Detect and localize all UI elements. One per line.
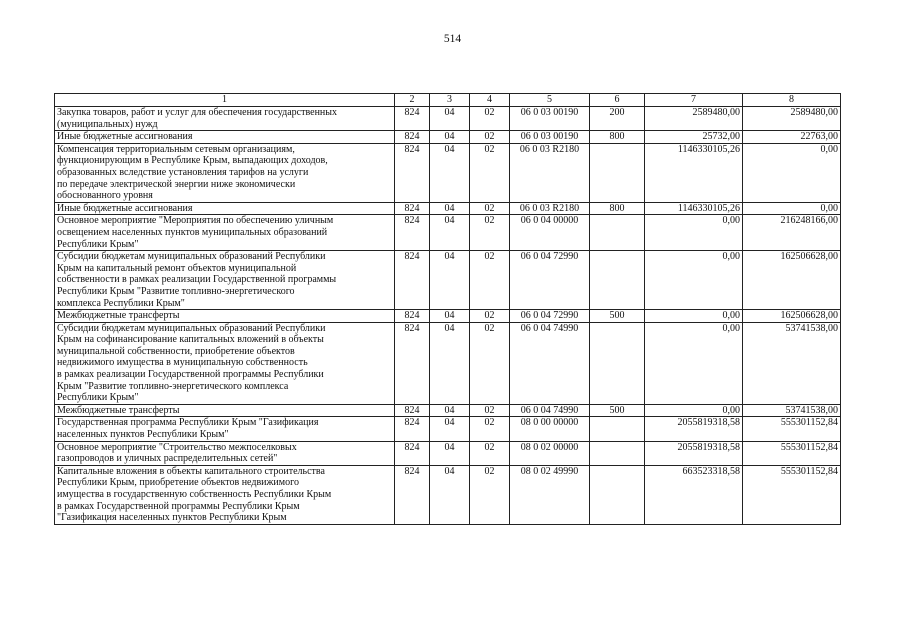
- row-code-5: 08 0 02 00000: [510, 441, 590, 465]
- row-name: Компенсация территориальным сетевым организациям, функционирующим в Республике Крым, выпадающих доходов, образованных вследствие установления тарифов на услуги по передаче электрической энергии ниже экономически обоснованного уровня: [55, 143, 395, 202]
- row-code-2: 824: [395, 251, 430, 310]
- row-code-2: 824: [395, 441, 430, 465]
- row-code-4: 02: [470, 404, 510, 417]
- row-amount-7: 0,00: [645, 404, 743, 417]
- row-code-6: 500: [590, 310, 645, 323]
- row-code-6: [590, 441, 645, 465]
- row-code-6: 500: [590, 404, 645, 417]
- row-amount-7: 1146330105,26: [645, 143, 743, 202]
- table-row: [55, 143, 841, 202]
- row-amount-7: 663523318,58: [645, 465, 743, 524]
- row-code-4: 02: [470, 441, 510, 465]
- row-code-6: [590, 322, 645, 404]
- row-code-6: [590, 417, 645, 441]
- row-name: Субсидии бюджетам муниципальных образований Республики Крым на капитальный ремонт объектов муниципальной собственности в рамках реализации Государственной программы Республики Крым "Развитие топливно-энергетического комплекса Республики Крым": [55, 251, 395, 310]
- row-code-4: 02: [470, 310, 510, 323]
- row-code-2: 824: [395, 107, 430, 131]
- row-code-4: 02: [470, 107, 510, 131]
- row-code-3: 04: [430, 404, 470, 417]
- row-amount-7: 25732,00: [645, 131, 743, 144]
- column-header-8: 8: [743, 94, 841, 107]
- row-code-4: 02: [470, 465, 510, 524]
- row-code-4: 02: [470, 215, 510, 251]
- row-amount-8: 22763,00: [743, 131, 841, 144]
- row-code-3: 04: [430, 131, 470, 144]
- row-amount-7: 0,00: [645, 322, 743, 404]
- row-name: Межбюджетные трансферты: [55, 404, 395, 417]
- row-code-4: 02: [470, 251, 510, 310]
- column-header-2: 2: [395, 94, 430, 107]
- row-code-3: 04: [430, 202, 470, 215]
- row-code-6: 800: [590, 131, 645, 144]
- row-code-4: 02: [470, 143, 510, 202]
- row-name: Государственная программа Республики Крым "Газификация населенных пунктов Республики Крым": [55, 417, 395, 441]
- row-code-5: 06 0 04 74990: [510, 404, 590, 417]
- row-code-2: 824: [395, 322, 430, 404]
- table-row: [55, 107, 841, 131]
- row-code-2: 824: [395, 131, 430, 144]
- row-code-5: 06 0 03 R2180: [510, 143, 590, 202]
- row-code-2: 824: [395, 202, 430, 215]
- row-code-5: 08 0 00 00000: [510, 417, 590, 441]
- table-row: [55, 322, 841, 404]
- column-header-4: 4: [470, 94, 510, 107]
- row-code-2: 824: [395, 215, 430, 251]
- row-code-4: 02: [470, 131, 510, 144]
- row-name: Субсидии бюджетам муниципальных образований Республики Крым на софинансирование капитальных вложений в объекты муниципальной собственности, приобретение объектов недвижимого имущества в муниципальную собственность в рамках реализации Государственной программы Республики Крым "Развитие топливно-энергетического комплекса Республики Крым": [55, 322, 395, 404]
- row-name: Межбюджетные трансферты: [55, 310, 395, 323]
- row-code-5: 08 0 02 49990: [510, 465, 590, 524]
- row-amount-8: 53741538,00: [743, 322, 841, 404]
- row-code-6: 800: [590, 202, 645, 215]
- table-row: [55, 131, 841, 144]
- table-row: [55, 202, 841, 215]
- table-row: [55, 310, 841, 323]
- row-code-3: 04: [430, 251, 470, 310]
- row-code-5: 06 0 03 00190: [510, 107, 590, 131]
- row-code-5: 06 0 04 74990: [510, 322, 590, 404]
- row-name: Иные бюджетные ассигнования: [55, 131, 395, 144]
- row-code-4: 02: [470, 322, 510, 404]
- row-code-6: 200: [590, 107, 645, 131]
- row-amount-8: 0,00: [743, 202, 841, 215]
- row-code-6: [590, 215, 645, 251]
- column-header-1: 1: [55, 94, 395, 107]
- row-amount-8: 53741538,00: [743, 404, 841, 417]
- row-code-2: 824: [395, 465, 430, 524]
- budget-table: [54, 93, 841, 525]
- header-row: [55, 94, 841, 107]
- row-code-3: 04: [430, 417, 470, 441]
- row-code-3: 04: [430, 322, 470, 404]
- row-amount-8: 2589480,00: [743, 107, 841, 131]
- row-name: Основное мероприятие "Строительство межпоселковых газопроводов и уличных распределительных сетей": [55, 441, 395, 465]
- table-row: [55, 404, 841, 417]
- row-amount-7: 1146330105,26: [645, 202, 743, 215]
- row-amount-8: 216248166,00: [743, 215, 841, 251]
- column-header-6: 6: [590, 94, 645, 107]
- row-amount-8: 0,00: [743, 143, 841, 202]
- row-amount-8: 555301152,84: [743, 441, 841, 465]
- row-amount-7: 2055819318,58: [645, 417, 743, 441]
- row-amount-7: 0,00: [645, 251, 743, 310]
- row-amount-7: 0,00: [645, 215, 743, 251]
- row-amount-8: 555301152,84: [743, 417, 841, 441]
- row-name: Иные бюджетные ассигнования: [55, 202, 395, 215]
- table-body: [55, 107, 841, 525]
- row-name: Капитальные вложения в объекты капитального строительства Республики Крым, приобретение объектов недвижимого имущества в государственную собственность Республики Крым в рамках Государственной программы Республики Крым "Газификация населенных пунктов Республики Крым: [55, 465, 395, 524]
- row-code-5: 06 0 04 72990: [510, 310, 590, 323]
- table-row: [55, 215, 841, 251]
- row-amount-8: 555301152,84: [743, 465, 841, 524]
- table-row: [55, 465, 841, 524]
- row-code-3: 04: [430, 107, 470, 131]
- row-code-5: 06 0 04 72990: [510, 251, 590, 310]
- row-code-6: [590, 251, 645, 310]
- row-amount-7: 2589480,00: [645, 107, 743, 131]
- row-code-4: 02: [470, 417, 510, 441]
- row-code-2: 824: [395, 310, 430, 323]
- column-header-3: 3: [430, 94, 470, 107]
- row-code-6: [590, 465, 645, 524]
- row-amount-7: 2055819318,58: [645, 441, 743, 465]
- row-code-3: 04: [430, 310, 470, 323]
- row-amount-7: 0,00: [645, 310, 743, 323]
- row-code-4: 02: [470, 202, 510, 215]
- table-row: [55, 417, 841, 441]
- table-row: [55, 441, 841, 465]
- column-header-5: 5: [510, 94, 590, 107]
- row-code-6: [590, 143, 645, 202]
- row-code-2: 824: [395, 404, 430, 417]
- row-code-2: 824: [395, 143, 430, 202]
- row-code-3: 04: [430, 143, 470, 202]
- row-code-5: 06 0 03 R2180: [510, 202, 590, 215]
- row-name: Основное мероприятие "Мероприятия по обеспечению уличным освещением населенных пунктов муниципальных образований Республики Крым": [55, 215, 395, 251]
- row-name: Закупка товаров, работ и услуг для обеспечения государственных (муниципальных) нужд: [55, 107, 395, 131]
- row-code-2: 824: [395, 417, 430, 441]
- row-code-5: 06 0 03 00190: [510, 131, 590, 144]
- row-amount-8: 162506628,00: [743, 310, 841, 323]
- row-amount-8: 162506628,00: [743, 251, 841, 310]
- table-row: [55, 251, 841, 310]
- row-code-3: 04: [430, 441, 470, 465]
- page-number: 514: [443, 33, 462, 45]
- row-code-3: 04: [430, 465, 470, 524]
- row-code-5: 06 0 04 00000: [510, 215, 590, 251]
- row-code-3: 04: [430, 215, 470, 251]
- column-header-7: 7: [645, 94, 743, 107]
